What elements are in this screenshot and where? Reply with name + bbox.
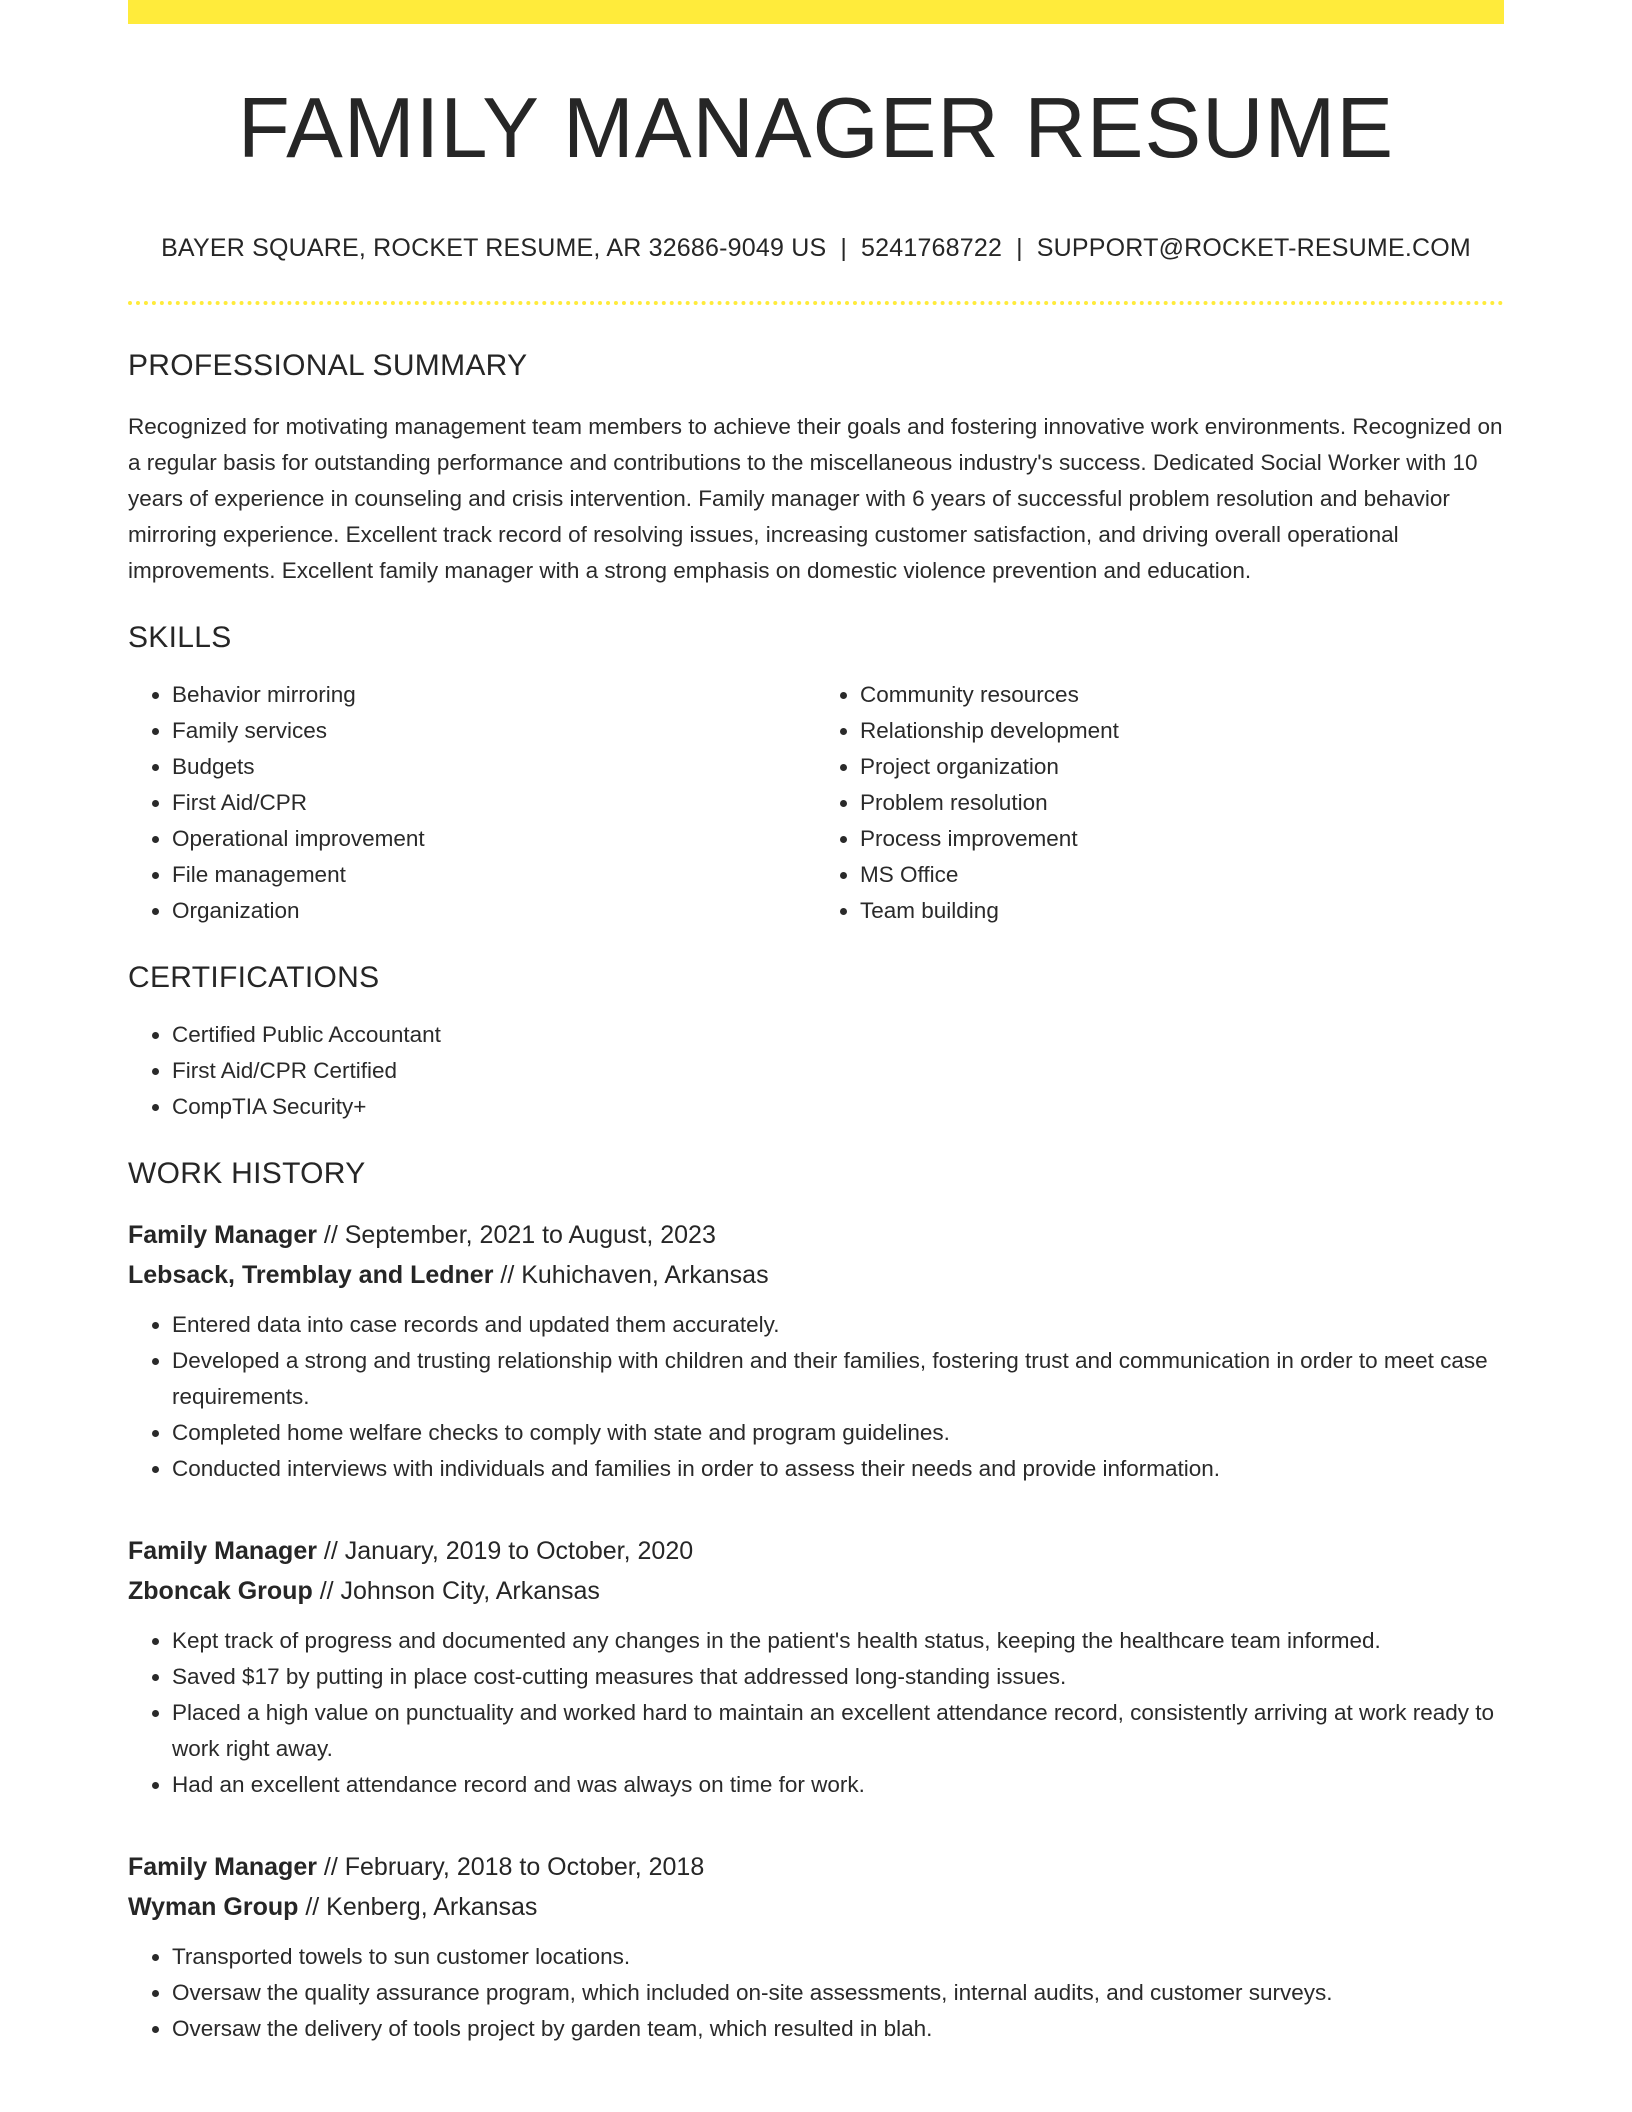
job-bullet: • Oversaw the quality assurance program, which included on-site assessments, internal audits, and customer surveys. (172, 1975, 1504, 2011)
resume-title: FAMILY MANAGER RESUME (237, 81, 1395, 176)
contact-separator: | (1016, 233, 1023, 262)
skill-item: • Problem resolution (860, 785, 1504, 821)
job-dates: // September, 2021 to August, 2023 (323, 1220, 716, 1249)
skill-item: • Family services (172, 713, 816, 749)
job-dates: // February, 2018 to October, 2018 (323, 1852, 705, 1881)
job-bullet: • Kept track of progress and documented any changes in the patient's health status, keeping the healthcare team informed. (172, 1623, 1504, 1659)
job-role-line (128, 1215, 1504, 1255)
skill-item: • Relationship development (860, 713, 1504, 749)
skill-item: • First Aid/CPR (172, 785, 816, 821)
job-role: Family Manager (128, 1220, 317, 1249)
job-bullet: • Placed a high value on punctuality and worked hard to maintain an excellent attendance record, consistently arriving at work ready to work right away. (172, 1695, 1504, 1767)
job-bullet: • Oversaw the delivery of tools project by garden team, which resulted in blah. (172, 2011, 1504, 2047)
job-bullet: • Developed a strong and trusting relationship with children and their families, fostering trust and communication in order to meet case requirements. (172, 1343, 1504, 1415)
job-company-line (128, 1255, 1504, 1295)
certifications-list (128, 1017, 1504, 1125)
job-role-line (128, 1531, 1504, 1571)
job-location: // Johnson City, Arkansas (319, 1576, 600, 1605)
skill-item: • Budgets (172, 749, 816, 785)
certifications-heading: CERTIFICATIONS (128, 960, 380, 994)
contact-address: BAYER SQUARE, ROCKET RESUME, AR 32686-9049 US (161, 233, 827, 262)
job-role: Family Manager (128, 1852, 317, 1881)
skill-item: • Community resources (860, 677, 1504, 713)
resume-page (128, 0, 1504, 2047)
job-bullet: • Saved $17 by putting in place cost-cutting measures that addressed long-standing issues. (172, 1659, 1504, 1695)
job-bullets (128, 1939, 1504, 2047)
top-accent-bar (128, 0, 1504, 24)
contact-line (128, 234, 1504, 263)
certification-item: • CompTIA Security+ (172, 1089, 1504, 1125)
job-company-line (128, 1571, 1504, 1611)
job-bullet: • Completed home welfare checks to comply with state and program guidelines. (172, 1415, 1504, 1451)
summary-heading: PROFESSIONAL SUMMARY (128, 348, 528, 382)
certification-item: • Certified Public Accountant (172, 1017, 1504, 1053)
job-company-line (128, 1887, 1504, 1927)
job-company: Lebsack, Tremblay and Ledner (128, 1260, 494, 1289)
job-dates: // January, 2019 to October, 2020 (323, 1536, 694, 1565)
contact-phone: 5241768722 (861, 233, 1003, 262)
skills-columns (128, 655, 1504, 929)
job-bullet: • Conducted interviews with individuals and families in order to assess their needs and provide information. (172, 1451, 1504, 1487)
job-company: Wyman Group (128, 1892, 299, 1921)
job-company: Zboncak Group (128, 1576, 313, 1605)
certification-item: • First Aid/CPR Certified (172, 1053, 1504, 1089)
skill-item: • Operational improvement (172, 821, 816, 857)
job-location: // Kenberg, Arkansas (305, 1892, 538, 1921)
job-bullets (128, 1307, 1504, 1487)
job-entry (128, 1531, 1504, 1803)
skills-list-right (816, 677, 1504, 929)
job-bullet: • Entered data into case records and updated them accurately. (172, 1307, 1504, 1343)
skill-item: • Organization (172, 893, 816, 929)
job-bullets (128, 1623, 1504, 1803)
skills-list-left (128, 677, 816, 929)
skills-heading: SKILLS (128, 620, 232, 654)
contact-email: SUPPORT@ROCKET-RESUME.COM (1036, 233, 1471, 262)
skill-item: • Team building (860, 893, 1504, 929)
skill-item: • Process improvement (860, 821, 1504, 857)
job-role-line (128, 1847, 1504, 1887)
skill-item: • Project organization (860, 749, 1504, 785)
job-location: // Kuhichaven, Arkansas (500, 1260, 769, 1289)
job-bullet: • Transported towels to sun customer locations. (172, 1939, 1504, 1975)
summary-text: Recognized for motivating management team members to achieve their goals and fostering innovative work environments. Recognized on a regular basis for outstanding performance and contributions to the miscellaneous industry's success. Dedicated Social Worker with 10 years of experience in counseling and crisis intervention. Family manager with 6 years of successful problem resolution and behavior mirroring experience. Excellent track record of resolving issues, increasing customer satisfaction, and driving overall operational improvements. Excellent family manager with a strong emphasis on domestic violence prevention and education. (128, 413, 1503, 583)
skill-item: • File management (172, 857, 816, 893)
job-entry (128, 1215, 1504, 1487)
contact-separator: | (840, 233, 848, 262)
skill-item: • MS Office (860, 857, 1504, 893)
job-bullet: • Had an excellent attendance record and was always on time for work. (172, 1767, 1504, 1803)
job-role: Family Manager (128, 1536, 317, 1565)
dotted-divider (128, 301, 1504, 305)
job-entry (128, 1847, 1504, 2047)
skill-item: • Behavior mirroring (172, 677, 816, 713)
work-history-heading: WORK HISTORY (128, 1156, 366, 1190)
